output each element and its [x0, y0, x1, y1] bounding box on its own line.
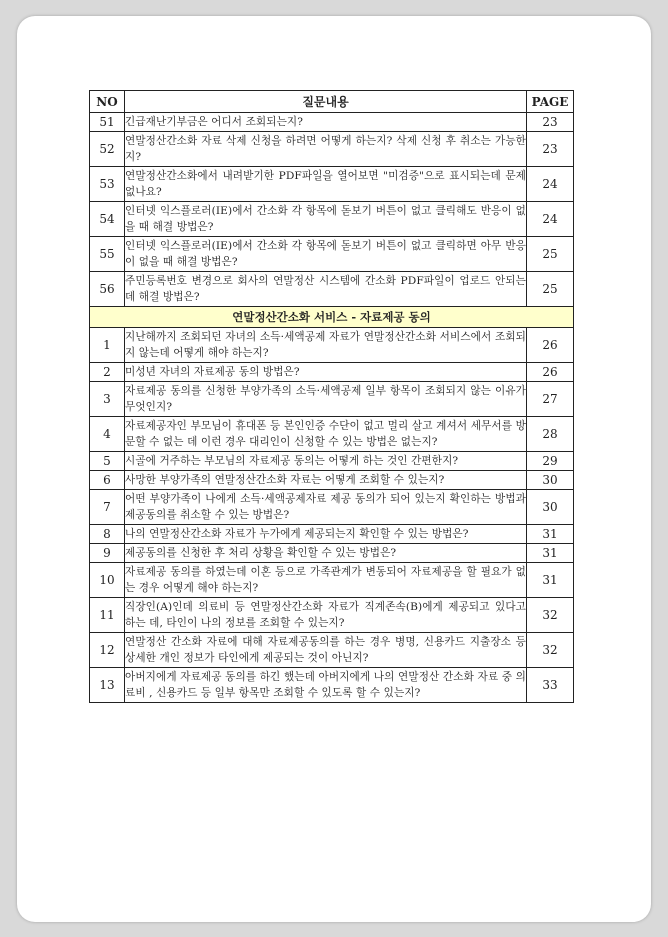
row-question: 직장인(A)인데 의료비 등 연말정산간소화 자료가 직계존속(B)에게 제공되고 있다고 하는 데, 타인이 나의 정보를 조회할 수 있는지?: [125, 598, 527, 633]
table-row: [90, 167, 574, 202]
row-no: 13: [90, 668, 125, 703]
table-row: [90, 328, 574, 363]
row-page: 29: [527, 452, 574, 471]
header-page: PAGE: [527, 91, 574, 113]
table-row: [90, 525, 574, 544]
row-page: 24: [527, 167, 574, 202]
row-page: 32: [527, 633, 574, 668]
table-row: [90, 237, 574, 272]
row-no: 54: [90, 202, 125, 237]
row-page: 31: [527, 544, 574, 563]
row-no: 7: [90, 490, 125, 525]
table-row: [90, 417, 574, 452]
row-no: 53: [90, 167, 125, 202]
row-question: 긴급재난기부금은 어디서 조회되는지?: [125, 113, 527, 132]
row-no: 12: [90, 633, 125, 668]
row-no: 56: [90, 272, 125, 307]
row-page: 31: [527, 525, 574, 544]
table-row: [90, 202, 574, 237]
table-row: [90, 668, 574, 703]
row-question: 인터넷 익스플로러(IE)에서 간소화 각 항목에 돋보기 버튼이 없고 클릭해도 반응이 없을 때 해결 방법은?: [125, 202, 527, 237]
table-row: [90, 363, 574, 382]
row-page: 23: [527, 113, 574, 132]
row-question: 제공동의를 신청한 후 처리 상황을 확인할 수 있는 방법은?: [125, 544, 527, 563]
table-row: [90, 633, 574, 668]
row-page: 26: [527, 328, 574, 363]
row-page: 28: [527, 417, 574, 452]
row-no: 10: [90, 563, 125, 598]
header-question: 질문내용: [125, 91, 527, 113]
row-page: 30: [527, 490, 574, 525]
row-no: 6: [90, 471, 125, 490]
row-question: 자료제공 동의를 신청한 부양가족의 소득·세액공제 일부 항목이 조회되지 않는 이유가 무엇인지?: [125, 382, 527, 417]
table-row: [90, 452, 574, 471]
row-question: 지난해까지 조회되던 자녀의 소득·세액공제 자료가 연말정산간소화 서비스에서 조회되지 않는데 어떻게 해야 하는지?: [125, 328, 527, 363]
row-question: 인터넷 익스플로러(IE)에서 간소화 각 항목에 돋보기 버튼이 없고 클릭하면 아무 반응이 없을 때 해결 방법은?: [125, 237, 527, 272]
row-no: 51: [90, 113, 125, 132]
row-question: 연말정산 간소화 자료에 대해 자료제공동의를 하는 경우 병명, 신용카드 지출장소 등 상세한 개인 정보가 타인에게 제공되는 것이 아닌지?: [125, 633, 527, 668]
row-question: 주민등록번호 변경으로 회사의 연말정산 시스템에 간소화 PDF파일이 업로드 안되는데 해결 방법은?: [125, 272, 527, 307]
row-question: 미성년 자녀의 자료제공 동의 방법은?: [125, 363, 527, 382]
row-page: 30: [527, 471, 574, 490]
faq-index-table: [89, 90, 574, 703]
row-page: 33: [527, 668, 574, 703]
row-no: 11: [90, 598, 125, 633]
row-page: 25: [527, 272, 574, 307]
row-page: 27: [527, 382, 574, 417]
header-no: NO: [90, 91, 125, 113]
row-no: 9: [90, 544, 125, 563]
row-question: 자료제공자인 부모님이 휴대폰 등 본인인증 수단이 없고 멀리 살고 계셔서 세무서를 방문할 수 없는 데 이런 경우 대리인이 신청할 수 있는 방법은 없는지?: [125, 417, 527, 452]
row-question: 자료제공 동의를 하였는데 이혼 등으로 가족관계가 변동되어 자료제공을 할 필요가 없는 경우 어떻게 해야 하는지?: [125, 563, 527, 598]
row-no: 4: [90, 417, 125, 452]
table-header-row: [90, 91, 574, 113]
table-row: [90, 544, 574, 563]
row-question: 어떤 부양가족이 나에게 소득·세액공제자료 제공 동의가 되어 있는지 확인하는 방법과 제공동의를 취소할 수 있는 방법은?: [125, 490, 527, 525]
row-no: 1: [90, 328, 125, 363]
row-page: 31: [527, 563, 574, 598]
row-page: 24: [527, 202, 574, 237]
row-question: 사망한 부양가족의 연말정산간소화 자료는 어떻게 조회할 수 있는지?: [125, 471, 527, 490]
row-no: 55: [90, 237, 125, 272]
table-row: [90, 272, 574, 307]
table-row: [90, 382, 574, 417]
table-row: [90, 490, 574, 525]
section-header-row: [90, 307, 574, 328]
row-question: 연말정산간소화에서 내려받기한 PDF파일을 열어보면 "미검증"으로 표시되는데 문제없나요?: [125, 167, 527, 202]
row-no: 2: [90, 363, 125, 382]
row-no: 3: [90, 382, 125, 417]
row-question: 나의 연말정산간소화 자료가 누가에게 제공되는지 확인할 수 있는 방법은?: [125, 525, 527, 544]
row-question: 아버지에게 자료제공 동의를 하긴 했는데 아버지에게 나의 연말정산 간소화 자료 중 의료비 , 신용카드 등 일부 항목만 조회할 수 있도록 할 수 있는지?: [125, 668, 527, 703]
table-row: [90, 113, 574, 132]
row-no: 8: [90, 525, 125, 544]
table-row: [90, 471, 574, 490]
row-question: 연말정산간소화 자료 삭제 신청을 하려면 어떻게 하는지? 삭제 신청 후 취소는 가능한지?: [125, 132, 527, 167]
table-row: [90, 132, 574, 167]
document-page: [17, 16, 651, 922]
row-question: 시골에 거주하는 부모님의 자료제공 동의는 어떻게 하는 것인 간편한지?: [125, 452, 527, 471]
row-page: 26: [527, 363, 574, 382]
table-row: [90, 598, 574, 633]
row-page: 23: [527, 132, 574, 167]
row-page: 25: [527, 237, 574, 272]
row-no: 52: [90, 132, 125, 167]
row-page: 32: [527, 598, 574, 633]
table-row: [90, 563, 574, 598]
row-no: 5: [90, 452, 125, 471]
section-title: 연말정산간소화 서비스 - 자료제공 동의: [90, 307, 574, 328]
